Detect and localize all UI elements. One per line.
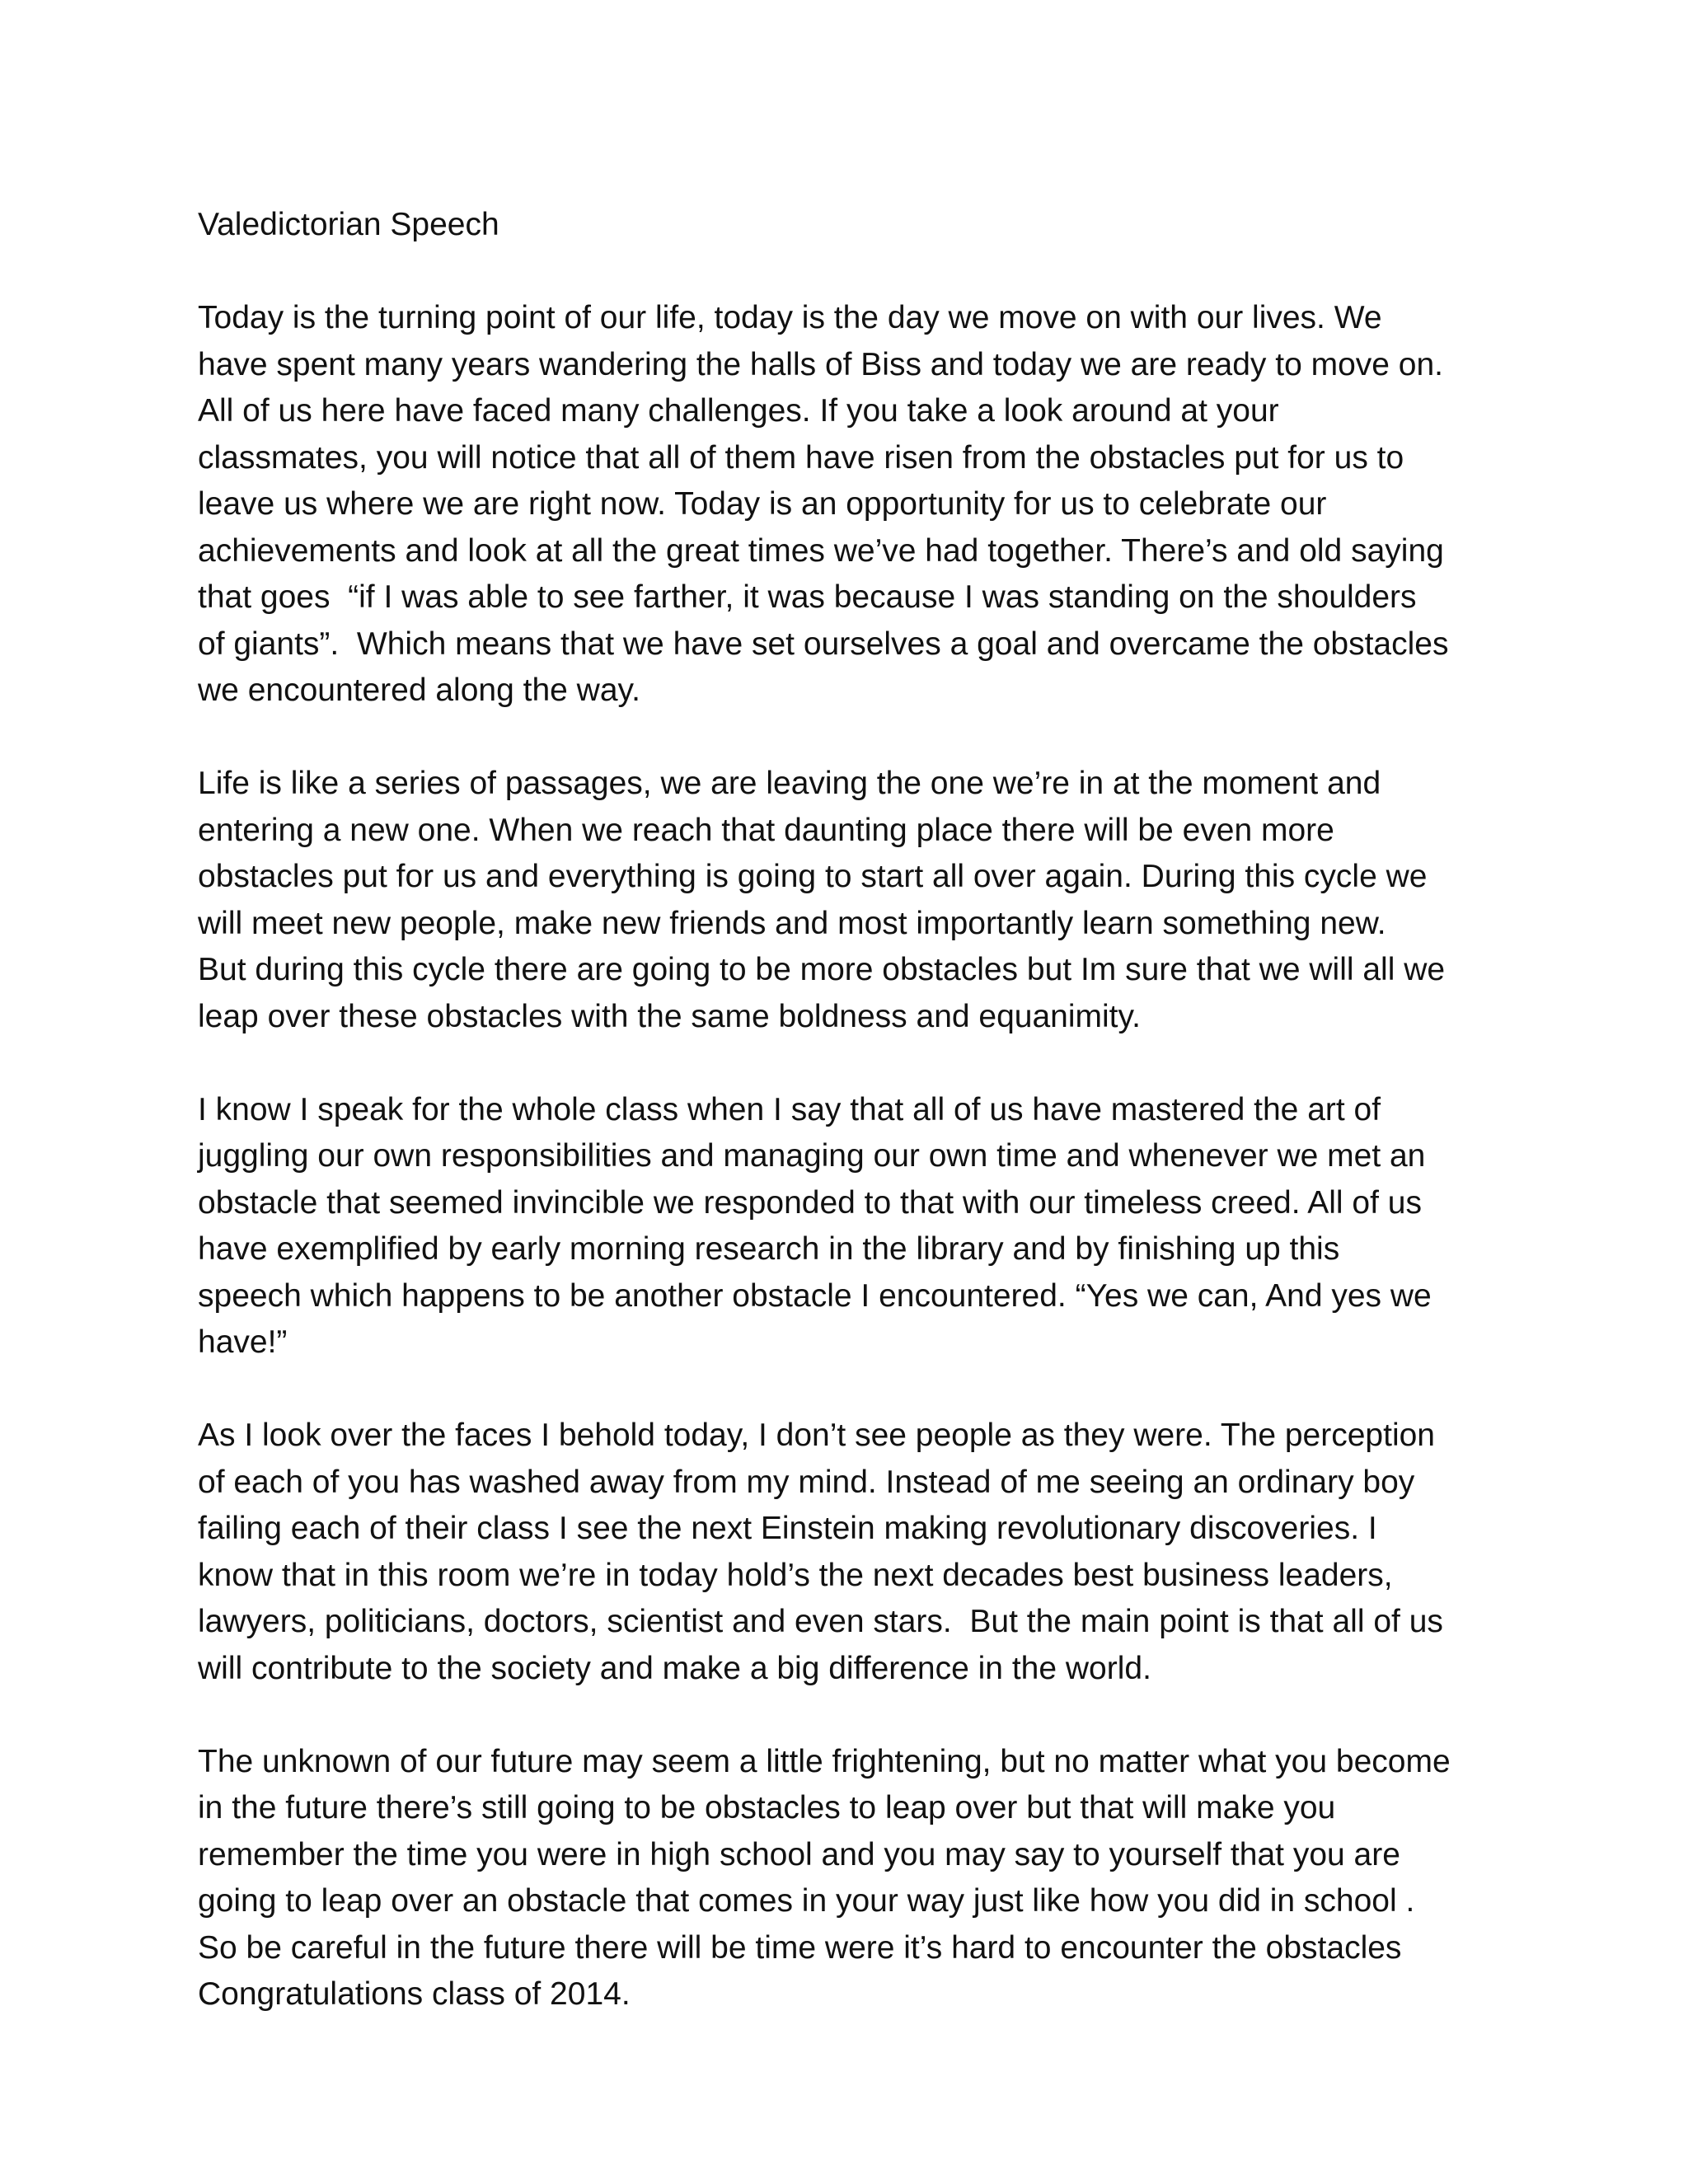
text-line: will meet new people, make new friends and most importantly learn something new. (198, 905, 1386, 941)
text-line: have spent many years wandering the halls of Biss and today we are ready to move on. (198, 346, 1444, 382)
text-line: So be careful in the future there will be time were it’s hard to encounter the obstacles (198, 1929, 1402, 1966)
text-line: achievements and look at all the great times we’ve had together. There’s and old saying (198, 532, 1444, 569)
paragraph (198, 295, 1517, 715)
text-line: The unknown of our future may seem a little frightening, but no matter what you become (198, 1743, 1451, 1779)
text-line: leap over these obstacles with the same boldness and equanimity. (198, 998, 1141, 1034)
text-line: of each of you has washed away from my mind. Instead of me seeing an ordinary boy (198, 1464, 1415, 1500)
text-line: of giants”. Which means that we have set ourselves a goal and overcame the obstacles (198, 626, 1449, 662)
text-line: failing each of their class I see the next Einstein making revolutionary discoveries. I (198, 1511, 1377, 1546)
text-line: that goes “if I was able to see farther, it was because I was standing on the shoulders (198, 579, 1417, 615)
text-line: Life is like a series of passages, we are leaving the one we’re in at the moment and (198, 766, 1381, 801)
text-line: obstacles put for us and everything is going to start all over again. During this cycle we (198, 859, 1428, 894)
text-line: Congratulations class of 2014. (198, 1976, 631, 2012)
text-line: have exemplified by early morning research in the library and by finishing up this (198, 1231, 1340, 1267)
text-line: have!” (198, 1324, 288, 1360)
paragraph (198, 761, 1517, 1040)
text-line: entering a new one. When we reach that daunting place there will be even more (198, 812, 1334, 848)
text-line: I know I speak for the whole class when I say that all of us have mastered the art of (198, 1091, 1381, 1127)
text-line: we encountered along the way. (198, 673, 640, 708)
text-line: obstacle that seemed invincible we responded to that with our timeless creed. All of us (198, 1184, 1422, 1221)
paragraph (198, 1087, 1517, 1366)
speech-body (198, 202, 1517, 2018)
text-line: As I look over the faces I behold today, I don’t see people as they were. The perception (198, 1418, 1435, 1453)
text-line: Today is the turning point of our life, today is the day we move on with our lives. We (198, 300, 1382, 335)
text-line: know that in this room we’re in today hold’s the next decades best business leaders, (198, 1557, 1393, 1593)
text-line: But during this cycle there are going to be more obstacles but Im sure that we will all we (198, 952, 1446, 987)
text-line: classmates, you will notice that all of them have risen from the obstacles put for us to (198, 439, 1404, 476)
paragraph (198, 1739, 1517, 2018)
text-line: leave us where we are right now. Today is an opportunity for us to celebrate our (198, 486, 1327, 522)
text-line: will contribute to the society and make a big difference in the world. (198, 1650, 1151, 1686)
text-line: remember the time you were in high school and you may say to yourself that you are (198, 1836, 1400, 1872)
text-line: juggling our own responsibilities and managing our own time and whenever we met an (198, 1138, 1426, 1174)
text-line: All of us here have faced many challenges. If you take a look around at your (198, 393, 1279, 429)
text-line: speech which happens to be another obstacle I encountered. “Yes we can, And yes we (198, 1277, 1432, 1314)
document-title: Valedictorian Speech (198, 207, 499, 242)
text-line: going to leap over an obstacle that comes in your way just like how you did in school . (198, 1883, 1415, 1919)
paragraph (198, 1413, 1517, 1692)
text-line: lawyers, politicians, doctors, scientist and even stars. But the main point is that all of us (198, 1604, 1443, 1639)
text-line: in the future there’s still going to be obstacles to leap over but that will make you (198, 1790, 1336, 1825)
